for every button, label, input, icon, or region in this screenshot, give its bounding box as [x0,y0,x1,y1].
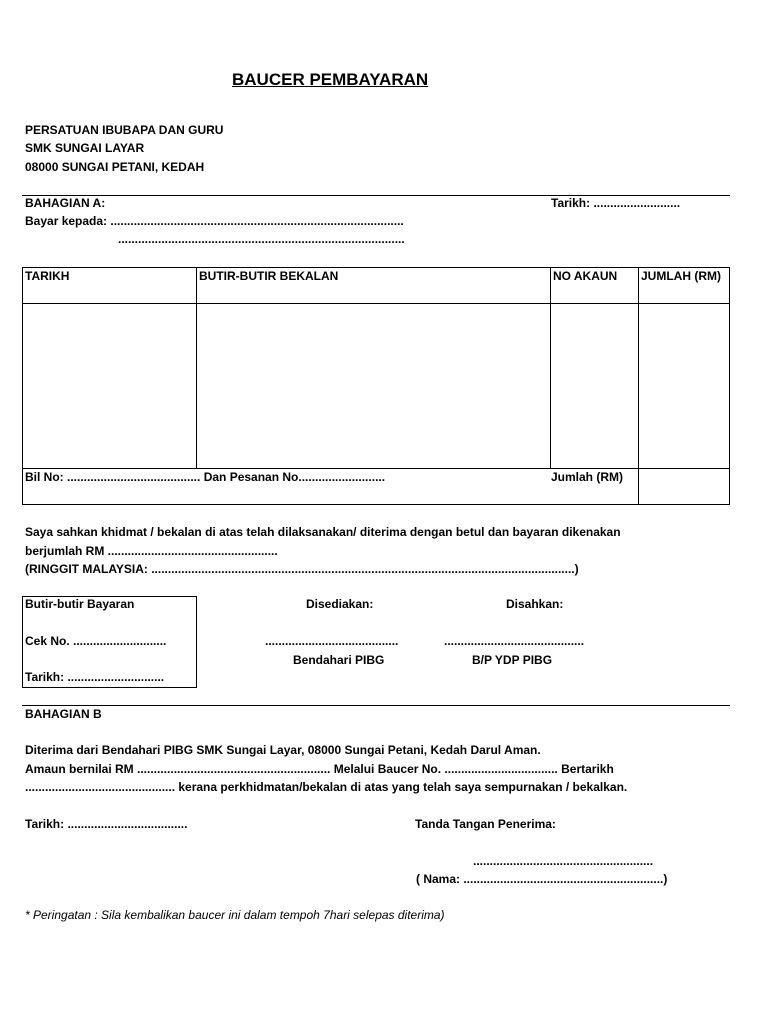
table-col-divider [196,267,197,468]
certify-line-3: (RINGGIT MALAYSIA: ...............................................................................................................................) [25,562,579,576]
received-date: Tarikh: .................................... [25,817,188,831]
col-header-date: TARIKH [25,269,70,283]
org-school: SMK SUNGAI LAYAR [25,141,145,155]
pay-to-line-cont: ...................................................................................... [118,232,405,246]
received-line-2: Amaun bernilai RM .......................................................... Melalui Baucer No. .................................. Bertarikh [25,762,614,776]
col-header-account: NO AKAUN [553,269,618,283]
section-b-heading: BAHAGIAN B [25,707,102,721]
received-line-1: Diterima dari Bendahari PIBG SMK Sungai Layar, 08000 Sungai Petani, Kedah Darul Aman. [25,743,541,757]
received-line-3: ............................................. kerana perkhidmatan/bekalan di atas yang telah saya sempurnakan / bekalkan. [25,780,628,794]
approved-sign-line: .......................................... [444,634,585,648]
approved-role: B/P YDP PIBG [472,653,553,667]
col-header-items: BUTIR-BUTIR BEKALAN [199,269,339,283]
pay-to-line: Bayar kepada: ........................................................................................ [25,214,404,228]
prepared-sign-line: ........................................ [265,634,399,648]
prepared-role: Bendahari PIBG [293,653,385,667]
recipient-sign-line: ...................................................... [473,854,654,868]
cheque-number: Cek No. ............................ [25,634,167,648]
col-header-amount: JUMLAH (RM) [641,269,721,283]
table-col-divider [638,267,639,505]
table-col-divider [550,267,551,468]
certify-line-1: Saya sahkan khidmat / bekalan di atas telah dilaksanakan/ diterima dengan betul dan bayaran dikenakan [25,525,621,539]
certify-line-2: berjumlah RM ................................................... [25,544,278,558]
prepared-by-label: Disediakan: [306,597,374,611]
payment-details-heading: Butir-butir Bayaran [25,597,135,611]
divider-section-b [22,705,730,706]
recipient-signature-label: Tanda Tangan Penerima: [415,817,556,831]
table-header-divider [22,303,730,304]
warning-note: * Peringatan : Sila kembalikan baucer ini dalam tempoh 7hari selepas diterima) [25,908,445,922]
page-title: BAUCER PEMBAYARAN [232,70,429,89]
payment-date: Tarikh: ............................. [25,670,165,684]
table-footer-divider [22,468,730,469]
org-address: 08000 SUNGAI PETANI, KEDAH [25,160,205,174]
section-a-date: Tarikh: .......................... [551,196,681,210]
recipient-name: ( Nama: ............................................................) [416,872,668,886]
section-a-heading: BAHAGIAN A: [25,196,106,210]
bill-order-line: Bil No: ........................................ Dan Pesanan No.......................... [25,470,386,484]
org-name: PERSATUAN IBUBAPA DAN GURU [25,123,224,137]
total-label: Jumlah (RM) [551,470,623,484]
approved-by-label: Disahkan: [506,597,564,611]
